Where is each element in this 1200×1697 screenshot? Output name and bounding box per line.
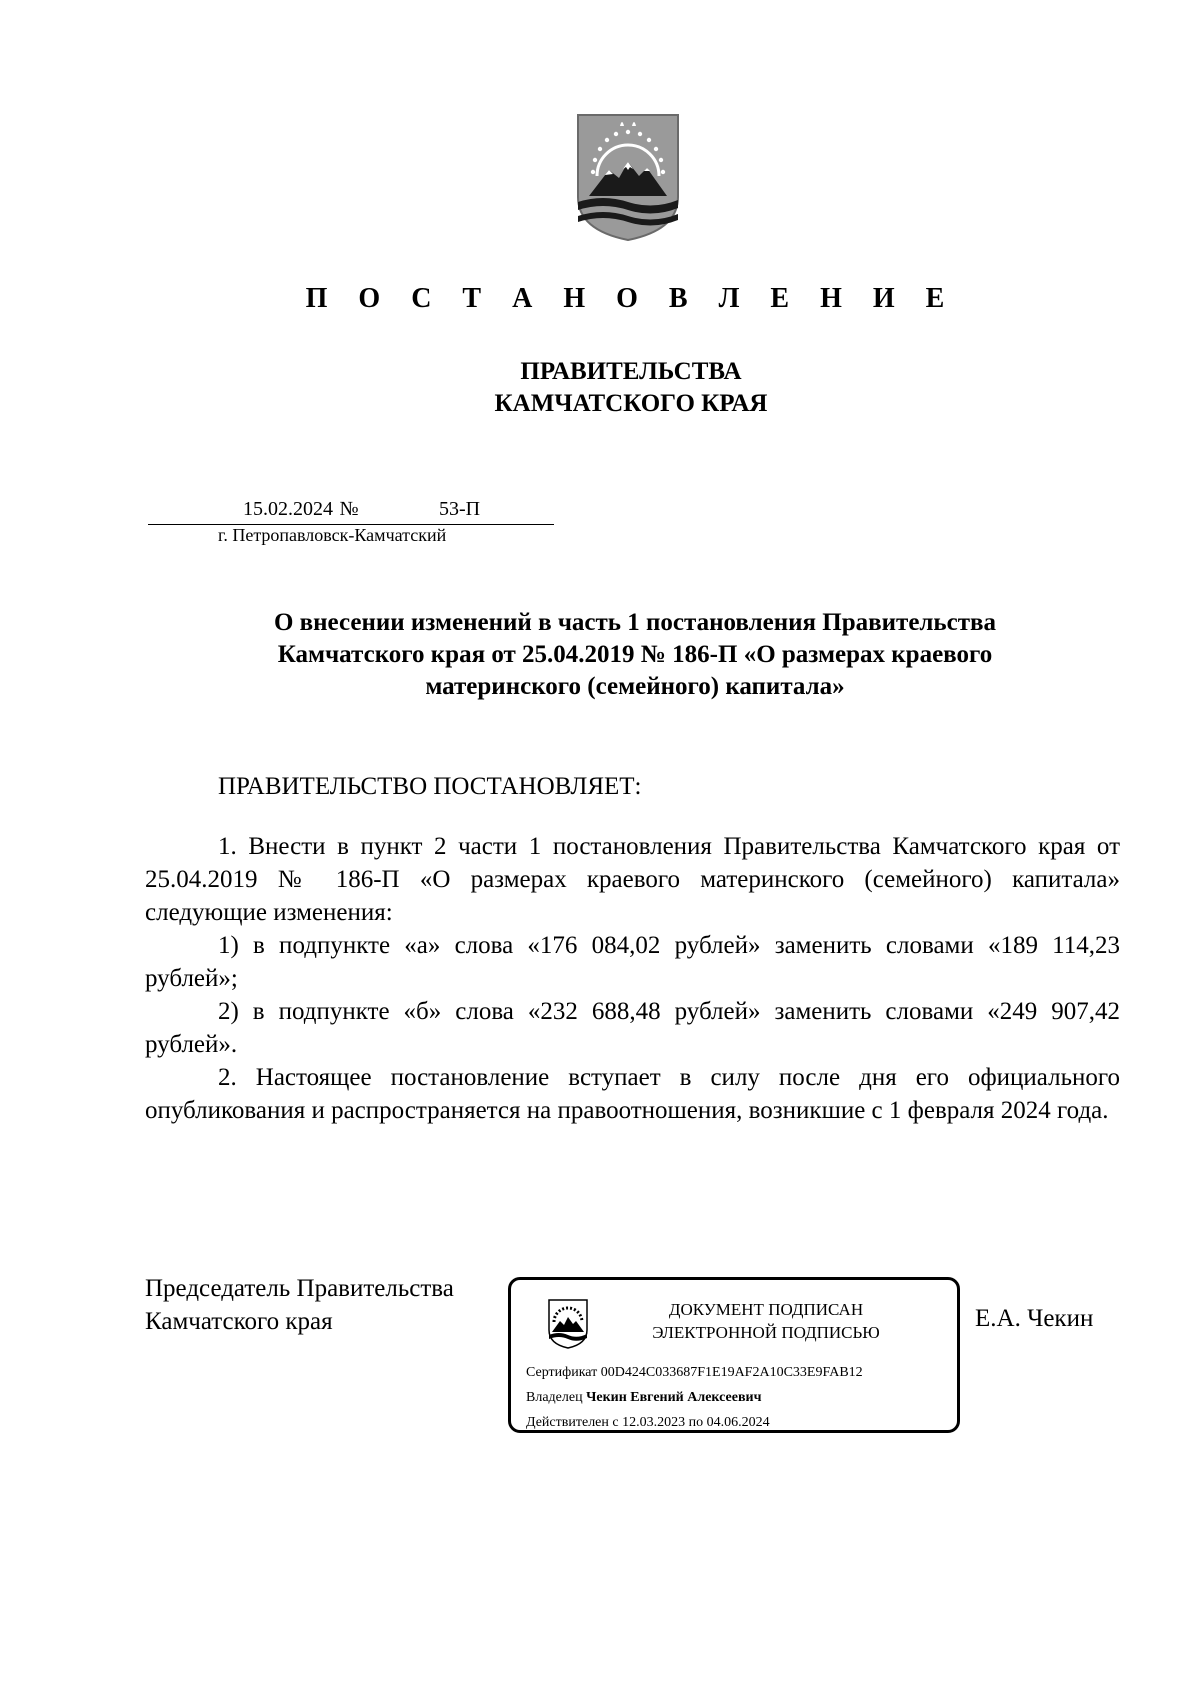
position-line-1: Председатель Правительства <box>145 1275 454 1302</box>
electronic-signature-stamp <box>508 1277 960 1433</box>
subject-line-1: О внесении изменений в часть 1 постановления Правительства <box>273 609 997 636</box>
number-sign: № <box>333 494 365 525</box>
paragraph-1: 1. Внести в пункт 2 части 1 постановления Правительства Камчатского края от 25.04.2019 № 186-П «О размерах краевого материнского (семейного) капитала» следующие изменения: <box>145 833 1120 926</box>
valid-to-date: 04.06.2024 <box>706 1415 770 1430</box>
position-line-2: Камчатского края <box>145 1308 333 1335</box>
subject-line-3: материнского (семейного) капитала» <box>425 673 845 700</box>
subparagraph-2: 2) в подпункте «б» слова «232 688,48 рублей» заменить словами «249 907,42 рублей». <box>145 998 1120 1058</box>
authority-line-1: ПРАВИТЕЛЬСТВА <box>520 358 742 385</box>
stamp-heading <box>601 1298 931 1344</box>
date-number-line <box>148 494 554 526</box>
valid-label: Действителен <box>526 1415 609 1430</box>
stamp-heading-line-2: ЭЛЕКТРОННОЙ ПОДПИСЬЮ <box>652 1323 880 1342</box>
signatory-name: Е.А. Чекин <box>975 1305 1094 1332</box>
document-subject <box>180 607 1090 703</box>
valid-from-label: с <box>612 1415 619 1430</box>
signatory-position <box>145 1272 454 1338</box>
document-date-field <box>148 494 333 525</box>
document-date: 15.02.2024 <box>243 498 333 520</box>
certificate-row <box>526 1360 863 1385</box>
document-body <box>145 830 1120 1127</box>
valid-to-label: по <box>688 1415 704 1430</box>
issuing-authority <box>0 356 1200 420</box>
decree-phrase: ПРАВИТЕЛЬСТВО ПОСТАНОВЛЯЕТ: <box>218 773 642 800</box>
owner-row <box>526 1385 863 1410</box>
certificate-details <box>526 1360 863 1435</box>
authority-line-2: КАМЧАТСКОГО КРАЯ <box>494 390 768 417</box>
city-name: г. Петропавловск-Камчатский <box>218 525 447 545</box>
stamp-heading-line-1: ДОКУМЕНТ ПОДПИСАН <box>668 1300 864 1319</box>
certificate-serial: 00D424C033687F1E19AF2A10C33E9FAB12 <box>600 1365 863 1380</box>
kamchatka-coat-of-arms-icon <box>575 112 681 242</box>
owner-name: Чекин Евгений Алексеевич <box>586 1390 762 1405</box>
document-number-field <box>365 494 554 525</box>
document-number: 53-П <box>439 498 481 520</box>
validity-row <box>526 1410 863 1435</box>
subject-line-2: Камчатского края от 25.04.2019 № 186-П «О размерах краевого <box>277 641 993 668</box>
certificate-label: Сертификат <box>526 1365 598 1380</box>
paragraph-2: 2. Настоящее постановление вступает в силу после дня его официального опубликования и распространяется на правоотношения, возникшие с 1 февраля 2024 года. <box>145 1064 1120 1124</box>
document-type-title: П О С Т А Н О В Л Е Н И Е <box>305 283 957 314</box>
valid-from-date: 12.03.2023 <box>622 1415 686 1430</box>
subparagraph-1: 1) в подпункте «а» слова «176 084,02 рублей» заменить словами «189 114,23 рублей»; <box>145 932 1120 992</box>
kamchatka-emblem-icon <box>547 1298 589 1350</box>
owner-label: Владелец <box>526 1390 583 1405</box>
